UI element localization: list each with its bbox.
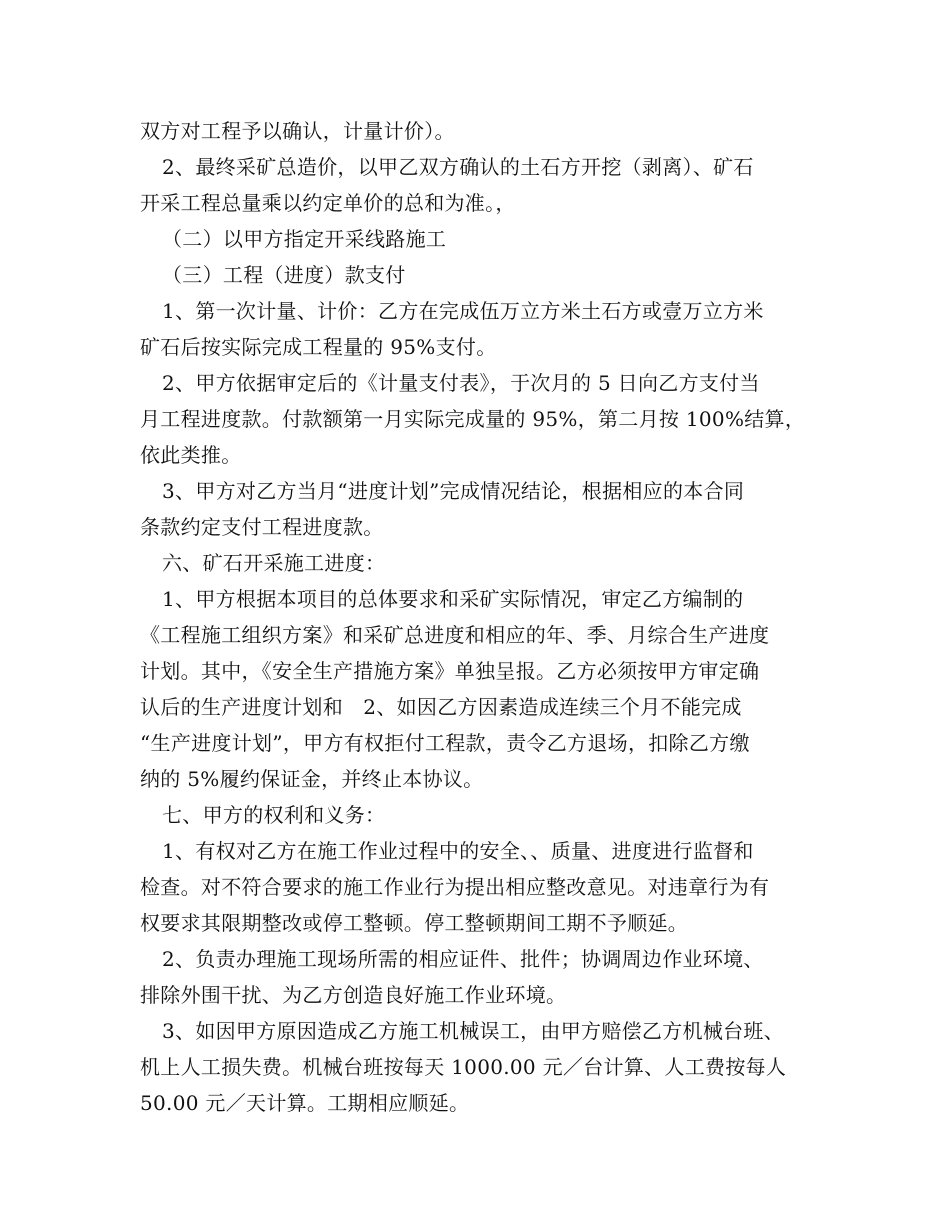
text-line: 机上人工损失费。机械台班按每天 1000.00 元／台计算、人工费按每人 — [140, 1055, 787, 1079]
section-heading: 七、甲方的权利和义务： — [162, 803, 386, 827]
text-line: 依此类推。 — [140, 443, 242, 467]
text-line: 权要求其限期整改或停工整顿。停工整顿期间工期不予顺延。 — [140, 911, 689, 935]
text-line: 1、甲方根据本项目的总体要求和采矿实际情况，审定乙方编制的 — [162, 587, 744, 611]
text-line: 检查。对不符合要求的施工作业行为提出相应整改意见。对违章行为有 — [140, 875, 770, 899]
text-line: 50.00 元／天计算。工期相应顺延。 — [140, 1091, 470, 1115]
text-line: 2、负责办理施工现场所需的相应证件、批件；协调周边作业环境、 — [162, 947, 764, 971]
text-line: 条款约定支付工程进度款。 — [140, 515, 384, 539]
text-line: 2、甲方依据审定后的《计量支付表》，于次月的 5 日向乙方支付当 — [162, 371, 760, 395]
text-line: 3、如因甲方原因造成乙方施工机械误工，由甲方赔偿乙方机械台班、 — [162, 1019, 785, 1043]
text-line: 双方对工程予以确认，计量计价）。 — [140, 119, 455, 143]
text-line: 1、有权对乙方在施工作业过程中的安全、、质量、进度进行监督和 — [162, 839, 754, 863]
text-line: 认后的生产进度计划和 2、如因乙方因素造成连续三个月不能完成 — [140, 695, 742, 719]
text-line: 矿石后按实际完成工程量的 95%支付。 — [140, 335, 497, 359]
text-line: （三）工程（进度）款支付 — [162, 263, 406, 287]
text-line: “生产进度计划”，甲方有权拒付工程款，责令乙方退场，扣除乙方缴 — [140, 731, 750, 755]
section-heading: 六、矿石开采施工进度： — [162, 551, 386, 575]
text-line: 计划。其中，《安全生产措施方案》单独呈报。乙方必须按甲方审定确 — [140, 659, 760, 683]
text-line: 月工程进度款。付款额第一月实际完成量的 95%，第二月按 100%结算， — [140, 407, 806, 431]
text-line: 《工程施工组织方案》和采矿总进度和相应的年、季、月综合生产进度 — [140, 623, 770, 647]
text-line: 纳的 5%履约保证金，并终止本协议。 — [140, 767, 484, 791]
text-line: 排除外围干扰、为乙方创造良好施工作业环境。 — [140, 983, 567, 1007]
text-line: 开采工程总量乘以约定单价的总和为准。， — [140, 191, 516, 215]
text-line: 2、最终采矿总造价，以甲乙双方确认的土石方开挖（剥离）、矿石 — [162, 155, 754, 179]
text-line: 3、甲方对乙方当月“进度计划”完成情况结论，根据相应的本合同 — [162, 479, 745, 503]
text-line: （二）以甲方指定开采线路施工 — [162, 227, 447, 251]
text-line: 1、第一次计量、计价：乙方在完成伍万立方米土石方或壹万立方米 — [162, 299, 764, 323]
